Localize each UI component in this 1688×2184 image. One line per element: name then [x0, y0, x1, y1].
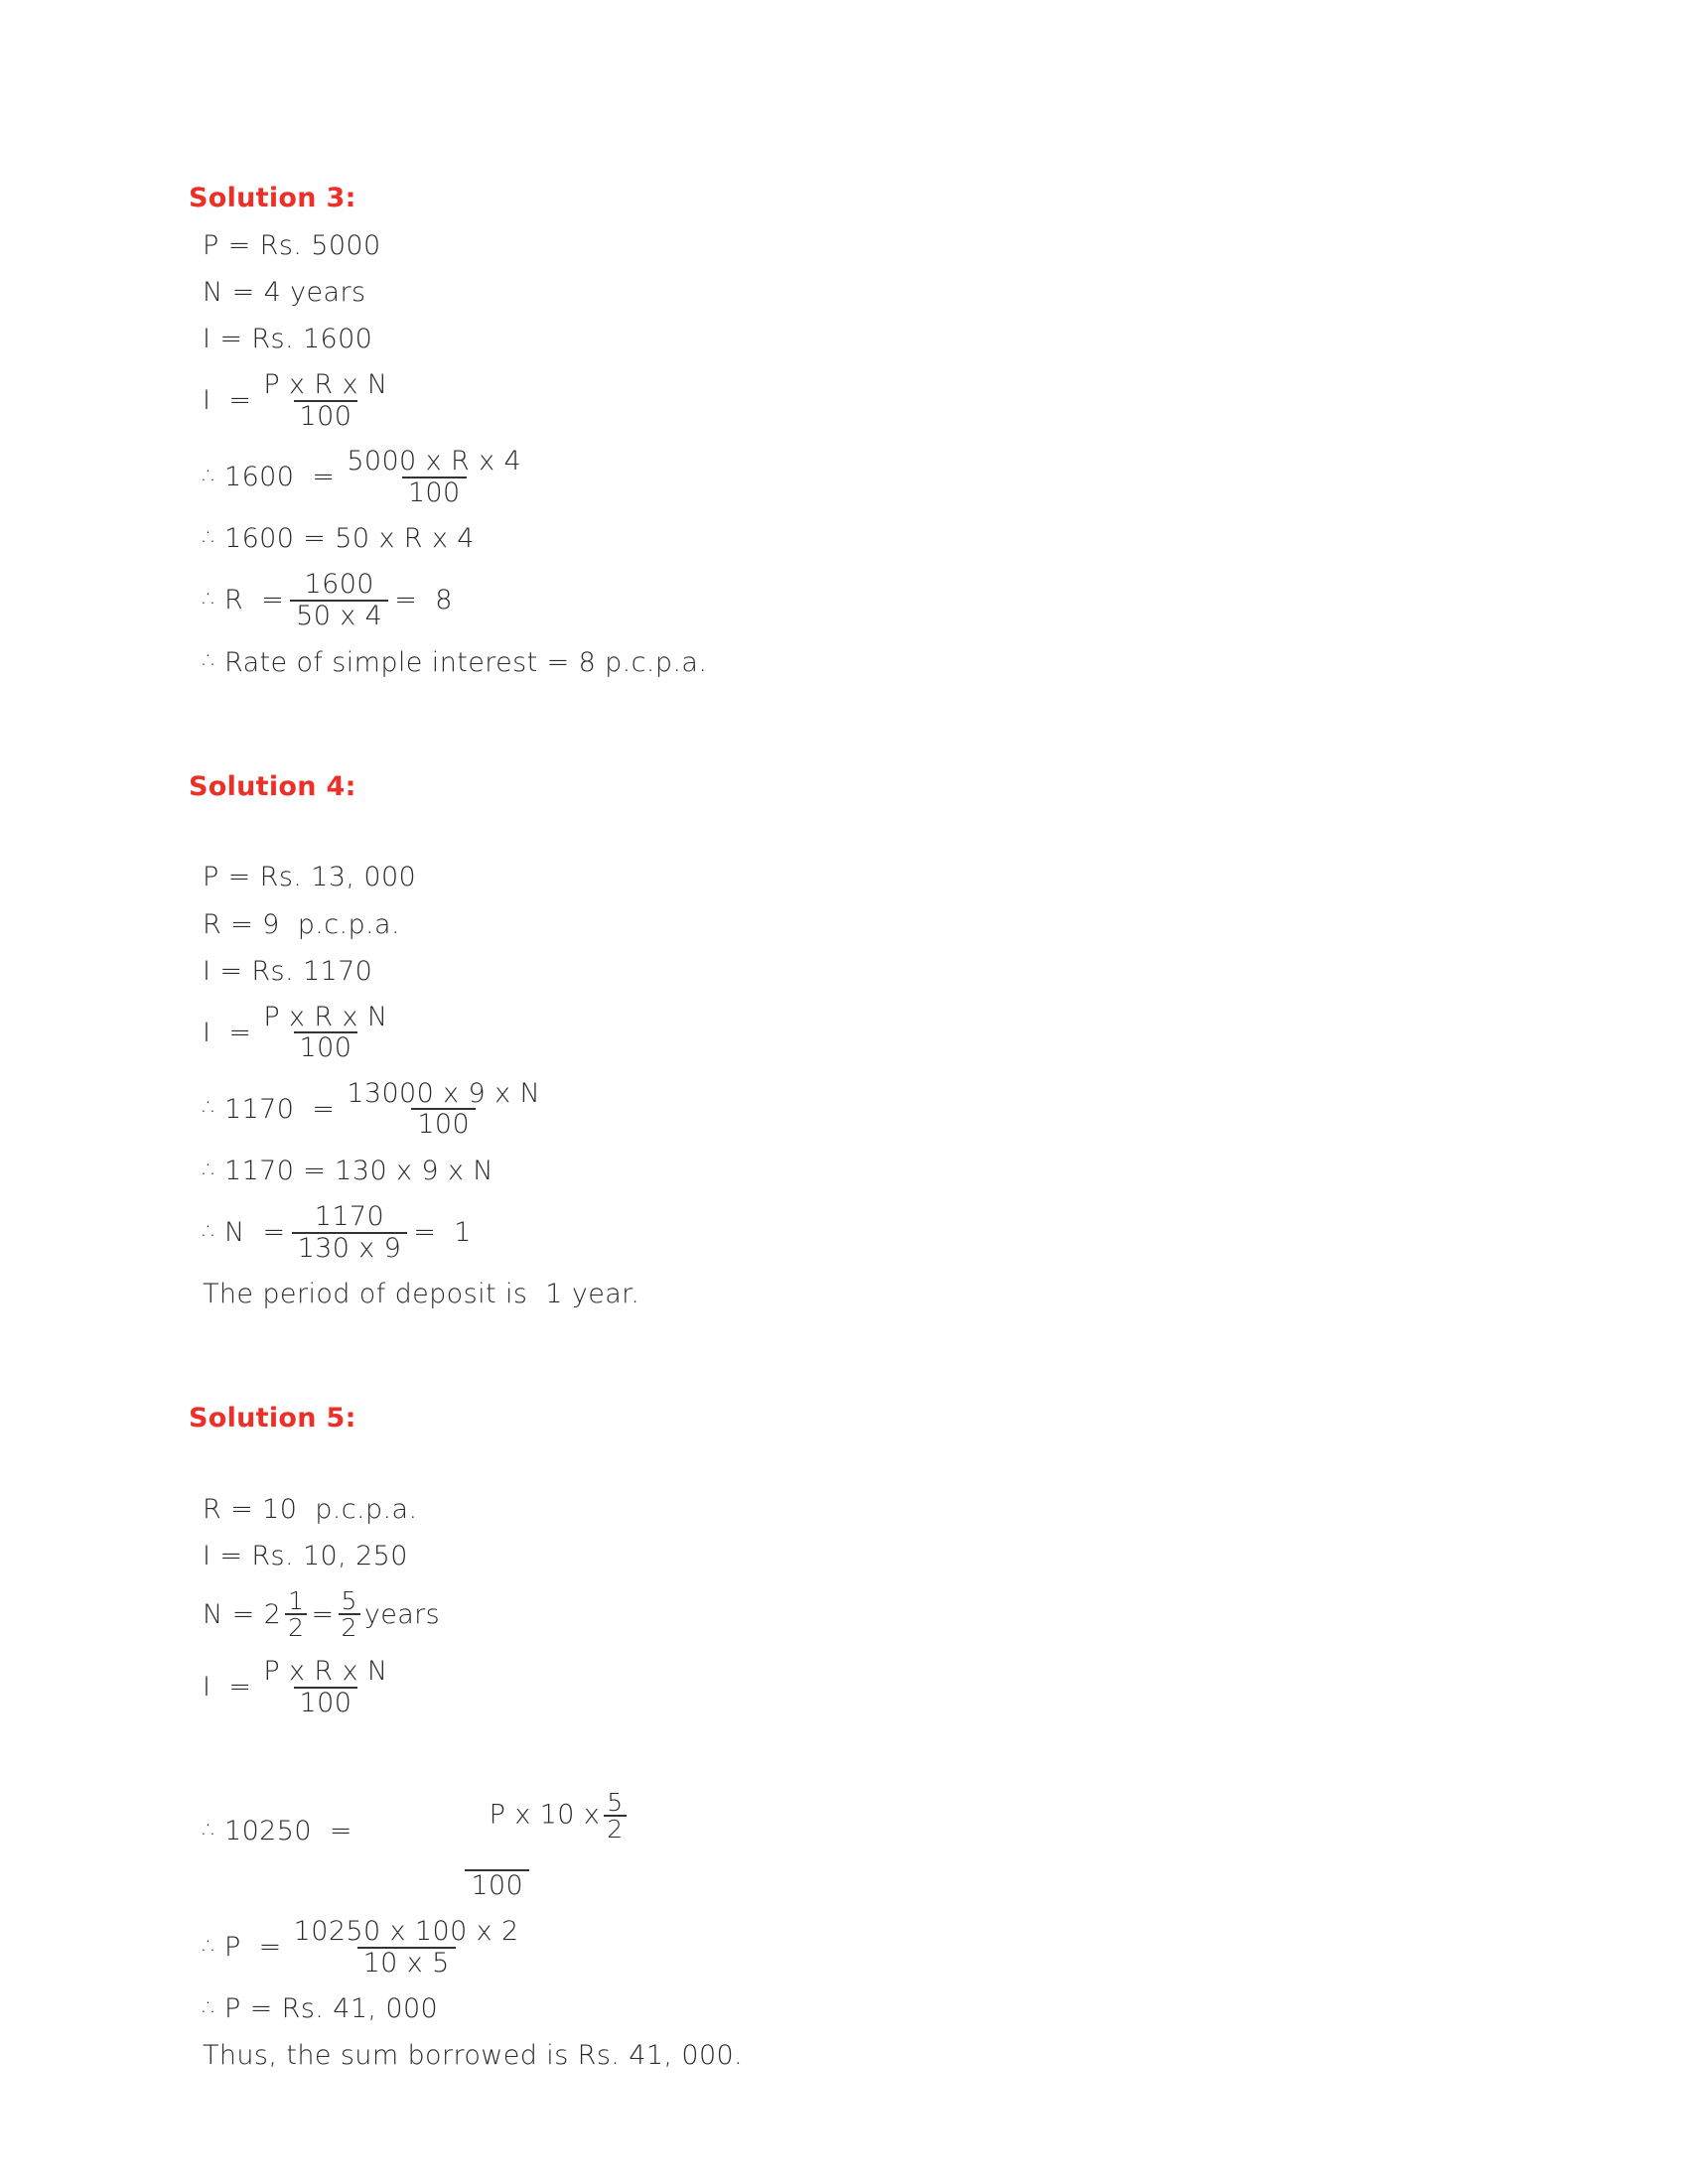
fraction-five-halves: $\frac{5}{2}$: [339, 1588, 360, 1640]
line-formula: I = $\frac{\text{P x R x N}}{100}$: [203, 1658, 1380, 1716]
therefore-symbol: ∴: [203, 1155, 218, 1183]
line-simplify: ∴ 1170 = 130 x 9 x N: [203, 1155, 493, 1186]
spacer: [203, 1262, 1380, 1280]
line-formula: I = $\frac{\text{P x R x N}}{100}$: [203, 371, 1380, 430]
fraction-five-halves-inner: $\frac{5}{2}$: [604, 1790, 626, 1842]
line-solve: ∴ N = $\frac{1170}{130 x 9}$ = 1: [203, 1201, 472, 1264]
spacer: [203, 506, 1380, 524]
line-rate: R = 9 p.c.p.a.: [203, 908, 400, 940]
fraction-substitution: $\frac{\text{13000 x 9 x N}}{100}$: [347, 1077, 541, 1141]
solution-5-section: [189, 1404, 1380, 2070]
solution-5-heading: Solution 5:: [189, 1403, 356, 1434]
line-substitution: ∴ 1170 = $\frac{\text{13000 x 9 x N}}{100}$: [203, 1080, 1380, 1139]
fraction-formula: $\frac{\text{P x R x N}}{100}$: [263, 1001, 388, 1064]
line-result: ∴ P = Rs. 41, 000: [203, 1992, 439, 2025]
spacer: [203, 553, 1380, 571]
spacer: [203, 630, 1380, 648]
line-simplify: ∴ 1600 = 50 x R x 4: [203, 522, 475, 555]
spacer: [203, 939, 1380, 957]
line-years: N = 4 years: [203, 276, 366, 308]
therefore-symbol: ∴: [203, 461, 218, 489]
line-interest: I = Rs. 10, 250: [203, 1541, 408, 1572]
fraction-formula: $\frac{\text{P x R x N}}{100}$: [263, 369, 388, 432]
fraction-mixed-half: $\frac{1}{2}$: [285, 1588, 307, 1640]
solution-3-heading: Solution 3:: [189, 183, 356, 213]
fraction-substitution: P x 10 x $\frac{5}{2}$ 100: [358, 1762, 636, 1900]
spacer: [203, 1716, 1380, 1762]
line-conclusion: The period of deposit is 1 year.: [203, 1279, 640, 1310]
therefore-symbol: ∴: [203, 585, 218, 614]
spacer: [203, 1570, 1380, 1588]
spacer: [189, 1386, 1380, 1404]
spacer: [189, 1433, 1380, 1495]
therefore-symbol: ∴: [203, 646, 218, 675]
line-interest: I = Rs. 1600: [203, 324, 373, 354]
line-principal: P = Rs. 5000: [203, 229, 381, 261]
therefore-symbol: ∴: [203, 1815, 218, 1843]
spacer: [203, 1977, 1380, 1994]
spacer: [189, 1308, 1380, 1386]
line-years: N = 2 $\frac{1}{2}$ = $\frac{5}{2}$ years: [203, 1586, 441, 1643]
line-solve: ∴ R = $\frac{1600}{50 x 4}$ = 8: [203, 569, 453, 631]
spacer: [189, 213, 1380, 231]
line-principal: P = Rs. 13, 000: [203, 862, 417, 893]
spacer: [189, 801, 1380, 863]
solution-3-working: [189, 231, 1380, 677]
spacer: [203, 1524, 1380, 1542]
spacer: [189, 677, 1380, 754]
line-substitution: ∴ 1600 = $\frac{\text{5000 x R x 4}}{100}$: [203, 448, 1380, 506]
therefore-symbol: ∴: [203, 522, 218, 551]
therefore-symbol: ∴: [203, 1931, 218, 1960]
line-rate: R = 10 p.c.p.a.: [203, 1494, 418, 1525]
line-interest: I = Rs. 1170: [203, 955, 373, 987]
solutions-container: [189, 184, 1380, 2070]
spacer: [203, 1139, 1380, 1157]
fraction-solve: $\frac{1170}{130 x 9}$: [292, 1203, 408, 1262]
line-conclusion: ∴ Rate of simple interest = 8 p.c.p.a.: [203, 646, 708, 678]
solution-4-working: [189, 863, 1380, 1308]
line-solve: ∴ P = $\frac{10250 x 100 x 2}{10 x 5}$: [203, 1918, 1380, 1977]
line-formula: I = $\frac{\text{P x R x N}}{100}$: [203, 1004, 1380, 1062]
line-substitution: ∴ 10250 = P x 10 x $\frac{5}{2}$ 100: [203, 1762, 1380, 1900]
line-conclusion: Thus, the sum borrowed is Rs. 41, 000.: [203, 2040, 744, 2072]
fraction-solve: $\frac{1600}{50 x 4}$: [290, 571, 388, 629]
solution-4-section: [189, 772, 1380, 1309]
fraction-numerator-compound: P x 10 x $\frac{5}{2}$: [358, 1762, 636, 1869]
spacer: [203, 307, 1380, 325]
fraction-formula: $\frac{\text{P x R x N}}{100}$: [263, 1656, 388, 1718]
therefore-symbol: ∴: [203, 1093, 218, 1122]
spacer: [203, 260, 1380, 278]
solution-4-heading: Solution 4:: [189, 770, 356, 802]
therefore-symbol: ∴: [203, 1216, 218, 1245]
fraction-substitution: $\frac{\text{5000 x R x 4}}{100}$: [347, 446, 522, 508]
therefore-symbol: ∴: [203, 1992, 218, 2021]
fraction-solve: $\frac{10250 x 100 x 2}{10 x 5}$: [293, 1915, 519, 1979]
solution-3-section: [189, 184, 1380, 677]
solution-5-working: [189, 1495, 1380, 2070]
spacer: [203, 2023, 1380, 2041]
spacer: [189, 754, 1380, 772]
spacer: [203, 892, 1380, 910]
